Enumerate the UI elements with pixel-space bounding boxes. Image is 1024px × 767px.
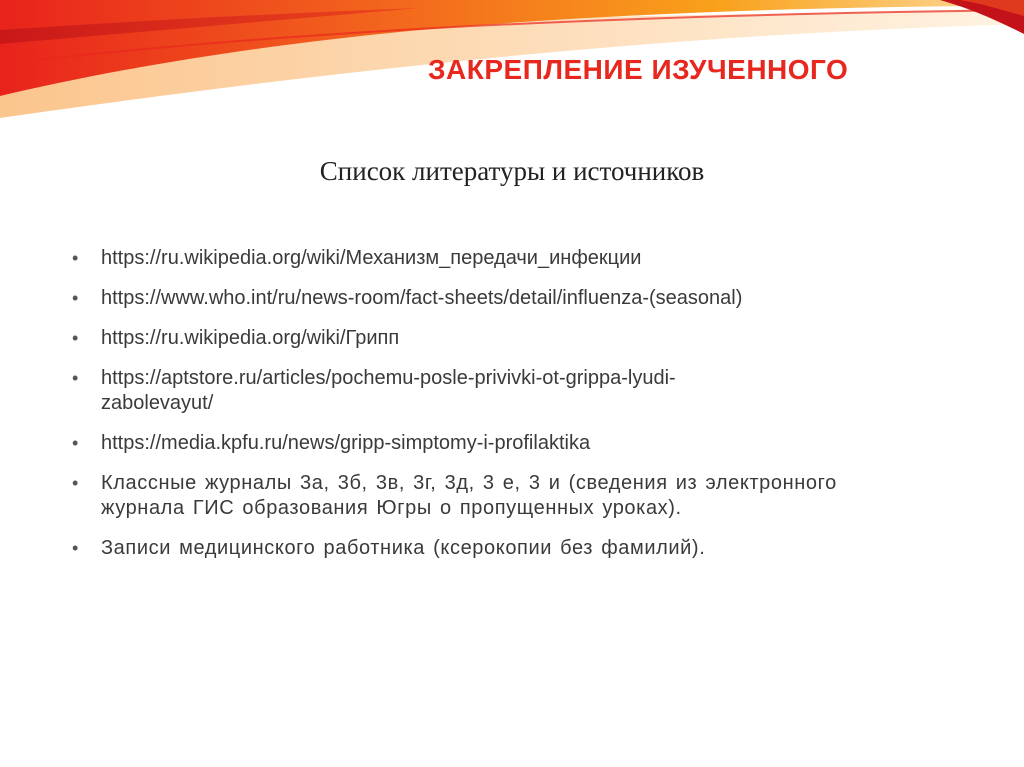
sources-list [72,246,972,576]
bullet-icon: • [72,473,79,493]
source-item [72,536,972,561]
source-link[interactable]: https://ru.wikipedia.org/wiki/Грипп [101,327,400,349]
source-item [72,431,972,456]
bullet-icon: • [72,288,79,308]
source-link-line: https://aptstore.ru/articles/pochemu-posle-privivki-ot-grippa-lyudi- [101,367,676,389]
source-link[interactable]: https://www.who.int/ru/news-room/fact-sheets/detail/influenza-(seasonal) [101,287,743,309]
source-text-line: журнала ГИС образования Югры о пропущенных уроках). [101,497,682,519]
source-item [72,246,972,271]
slide-subtitle: Список литературы и источников [319,156,705,186]
source-link-line: zabolevayut/ [101,392,214,414]
bullet-icon: • [72,433,79,453]
slide-title: ЗАКРЕПЛЕНИЕ ИЗУЧЕННОГО [428,54,849,85]
source-text: Записи медицинского работника (ксерокопии без фамилий). [101,537,706,559]
source-link[interactable] [101,367,676,414]
source-item [72,286,972,311]
source-text [101,472,837,519]
source-text-line: Классные журналы 3а, 3б, 3в, 3г, 3д, 3 е, 3 и (сведения из электронного [101,472,837,494]
source-link[interactable]: https://ru.wikipedia.org/wiki/Механизм_передачи_инфекции [101,247,642,269]
bullet-icon: • [72,328,79,348]
bullet-icon: • [72,248,79,268]
source-item [72,366,972,416]
source-link[interactable]: https://media.kpfu.ru/news/gripp-simptomy-i-profilaktika [101,432,591,454]
source-item [72,471,972,521]
bullet-icon: • [72,368,79,388]
source-item [72,326,972,351]
bullet-icon: • [72,538,79,558]
